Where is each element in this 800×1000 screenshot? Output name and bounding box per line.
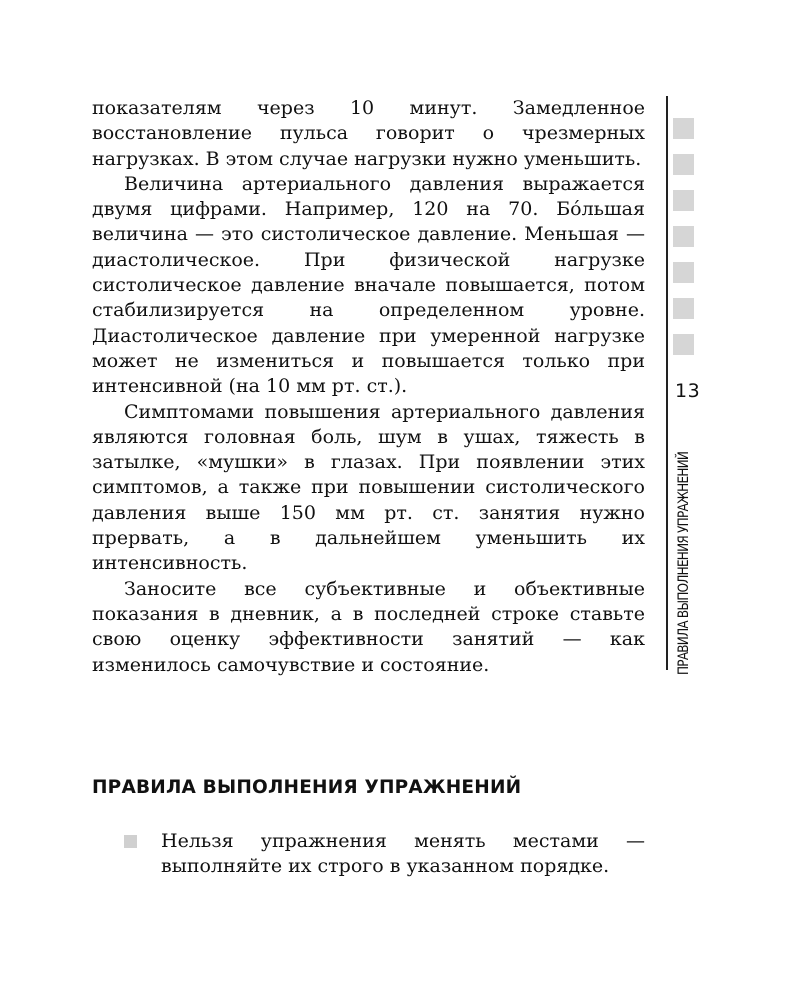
running-header	[673, 430, 695, 675]
margin-square-icon	[673, 118, 694, 139]
margin-vertical-rule	[666, 96, 668, 670]
list-item-text: Нельзя упражнения менять местами — выполняйте их строго в указанном порядке.	[161, 830, 645, 878]
page-number: 13	[675, 380, 701, 402]
margin-square-icon	[673, 262, 694, 283]
margin-square-icon	[673, 154, 694, 175]
bullet-square-icon	[124, 835, 137, 848]
paragraph-continuation: показателям через 10 минут. Замедленное восстановление пульса говорит о чрезмерных нагрузках. В этом случае нагрузки нужно уменьшить.	[92, 97, 645, 170]
paragraph-symptoms: Симптомами повышения артериального давления являются головная боль, шум в ушах, тяжесть в затылке, «мушки» в глазах. При появлении этих симптомов, а также при повышении систолического давления выше 150 мм рт. ст. занятия нужно прервать, а в дальнейшем уменьшить их интенсивность.	[92, 400, 645, 575]
main-text-column	[92, 96, 645, 678]
running-header-text: ПРАВИЛА ВЫПОЛНЕНИЯ УПРАЖНЕНИЙ	[676, 451, 692, 675]
margin-square-icon	[673, 298, 694, 319]
margin-square-icon	[673, 190, 694, 211]
margin-square-icon	[673, 334, 694, 355]
paragraph-blood-pressure: Величина артериального давления выражается двумя цифрами. Например, 120 на 70. Бóльшая величина — это систолическое давление. Меньшая — диастолическое. При физической нагрузке систолическое давление вначале повышается, потом стабилизируется на определенном уровне. Диастолическое давление при умеренной нагрузке может не измениться и повышается только при интенсивной (на 10 мм рт. ст.).	[92, 172, 645, 398]
section-heading: ПРАВИЛА ВЫПОЛНЕНИЯ УПРАЖНЕНИЙ	[92, 777, 522, 798]
paragraph-diary: Заносите все субъективные и объективные показания в дневник, а в последней строке ставьте свою оценку эффективности занятий — как изменилось самочувствие и состояние.	[92, 577, 645, 676]
margin-square-icon	[673, 226, 694, 247]
list-item	[124, 829, 645, 880]
